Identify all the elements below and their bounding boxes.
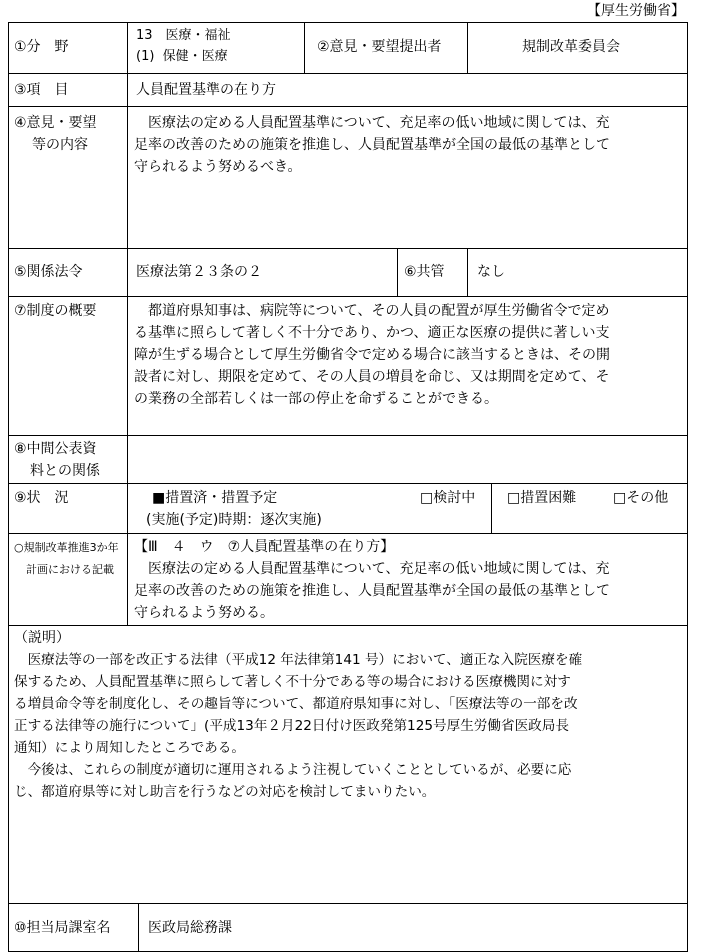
office-value: 医政局総務課 bbox=[148, 920, 232, 936]
ministry-label: 【厚生労働省】 bbox=[587, 3, 685, 19]
law-value: 医療法第２３条の２ bbox=[136, 264, 262, 280]
system-line: 都道府県知事は、病院等について、その人員の配置が厚生労働省令で定め bbox=[134, 303, 610, 319]
field-value-line1: 13 医療・福祉 bbox=[136, 28, 231, 43]
submitter-value: 規制改革委員会 bbox=[522, 39, 620, 55]
system-line: の業務の全部若しくは一部の停止を命ずることができる。 bbox=[134, 391, 498, 407]
opinion-line: 守られるよう努めるべき。 bbox=[134, 159, 302, 175]
interim-label-line1: ⑧中間公表資 bbox=[14, 441, 97, 457]
explanation-section bbox=[14, 627, 582, 803]
plan-label-line2: 計画における記載 bbox=[26, 563, 114, 576]
opinion-line: 医療法の定める人員配置基準について、充足率の低い地域に関しては、充 bbox=[134, 115, 610, 131]
opinion-label-line2: 等の内容 bbox=[32, 137, 88, 153]
plan-line: 守られるよう努める。 bbox=[134, 605, 274, 621]
explanation-line: じ、都道府県等に対し助言を行うなどの対応を検討してまいりたい。 bbox=[14, 784, 436, 800]
plan-line: 【Ⅲ ４ ウ ⑦人員配置基準の在り方】 bbox=[134, 539, 395, 555]
plan-line: 医療法の定める人員配置基準について、充足率の低い地域に関しては、充 bbox=[134, 561, 610, 577]
system-line: 障が生ずる場合として厚生労働省令で定める場合に該当するときは、その開 bbox=[134, 347, 610, 363]
office-label: ⑩担当局課室名 bbox=[14, 920, 111, 936]
law-label: ⑤関係法令 bbox=[14, 264, 83, 280]
status-timing: (実施(予定)時期：逐次実施) bbox=[146, 512, 322, 528]
status-option-done: ■措置済・措置予定 bbox=[152, 490, 278, 506]
explanation-line: 通知）により周知したところである。 bbox=[14, 740, 245, 756]
jurisdiction-value: なし bbox=[477, 264, 505, 280]
interim-label-line2: 料との関係 bbox=[30, 463, 100, 479]
explanation-line: 医療法等の一部を改正する法律（平成12 年法律第141 号）において、適正な入院医療を確 bbox=[14, 652, 583, 668]
item-label: ③項 目 bbox=[14, 82, 69, 98]
status-option-considering: □検討中 bbox=[420, 490, 476, 506]
plan-line: 足率の改善のための施策を推進し、人員配置基準が全国の最低の基準として bbox=[134, 583, 610, 599]
opinion-text bbox=[134, 112, 610, 178]
field-value-line2: (1) 保健・医療 bbox=[136, 49, 228, 64]
submitter-label: ②意見・要望提出者 bbox=[317, 39, 442, 55]
explanation-line: 正する法律等の施行について」(平成13年２月22日付け医政発第125号厚生労働省医政局長 bbox=[14, 718, 569, 734]
explanation-line: 今後は、これらの制度が適切に運用されるよう注視していくこととしているが、必要に応 bbox=[14, 762, 572, 778]
status-option-other: □その他 bbox=[613, 490, 669, 506]
plan-label-line1: ○規制改革推進3か年 bbox=[14, 541, 119, 554]
opinion-label-line1: ④意見・要望 bbox=[14, 115, 97, 131]
explanation-line: 保するため、人員配置基準に照らして著しく不十分である等の場合における医療機関に対す bbox=[14, 674, 571, 690]
explanation-line: る増員命令等を制度化し、その趣旨等について、都道府県知事に対し、「医療法等の一部を改 bbox=[14, 696, 578, 712]
status-label: ⑨状 況 bbox=[14, 490, 69, 506]
system-line: 設者に対し、期限を定めて、その人員の増員を命じ、又は期間を定めて、そ bbox=[134, 369, 610, 385]
status-option-difficult: □措置困難 bbox=[507, 490, 577, 506]
explanation-heading: （説明） bbox=[14, 630, 70, 646]
plan-text bbox=[134, 536, 610, 624]
system-label: ⑦制度の概要 bbox=[14, 303, 97, 319]
opinion-line: 足率の改善のための施策を推進し、人員配置基準が全国の最低の基準として bbox=[134, 137, 610, 153]
field-label: ①分 野 bbox=[14, 39, 69, 55]
item-value: 人員配置基準の在り方 bbox=[136, 82, 276, 98]
system-line: る基準に照らして著しく不十分であり、かつ、適正な医療の提供に著しい支 bbox=[134, 325, 610, 341]
jurisdiction-label: ⑥共管 bbox=[404, 264, 445, 280]
system-text bbox=[134, 300, 610, 410]
